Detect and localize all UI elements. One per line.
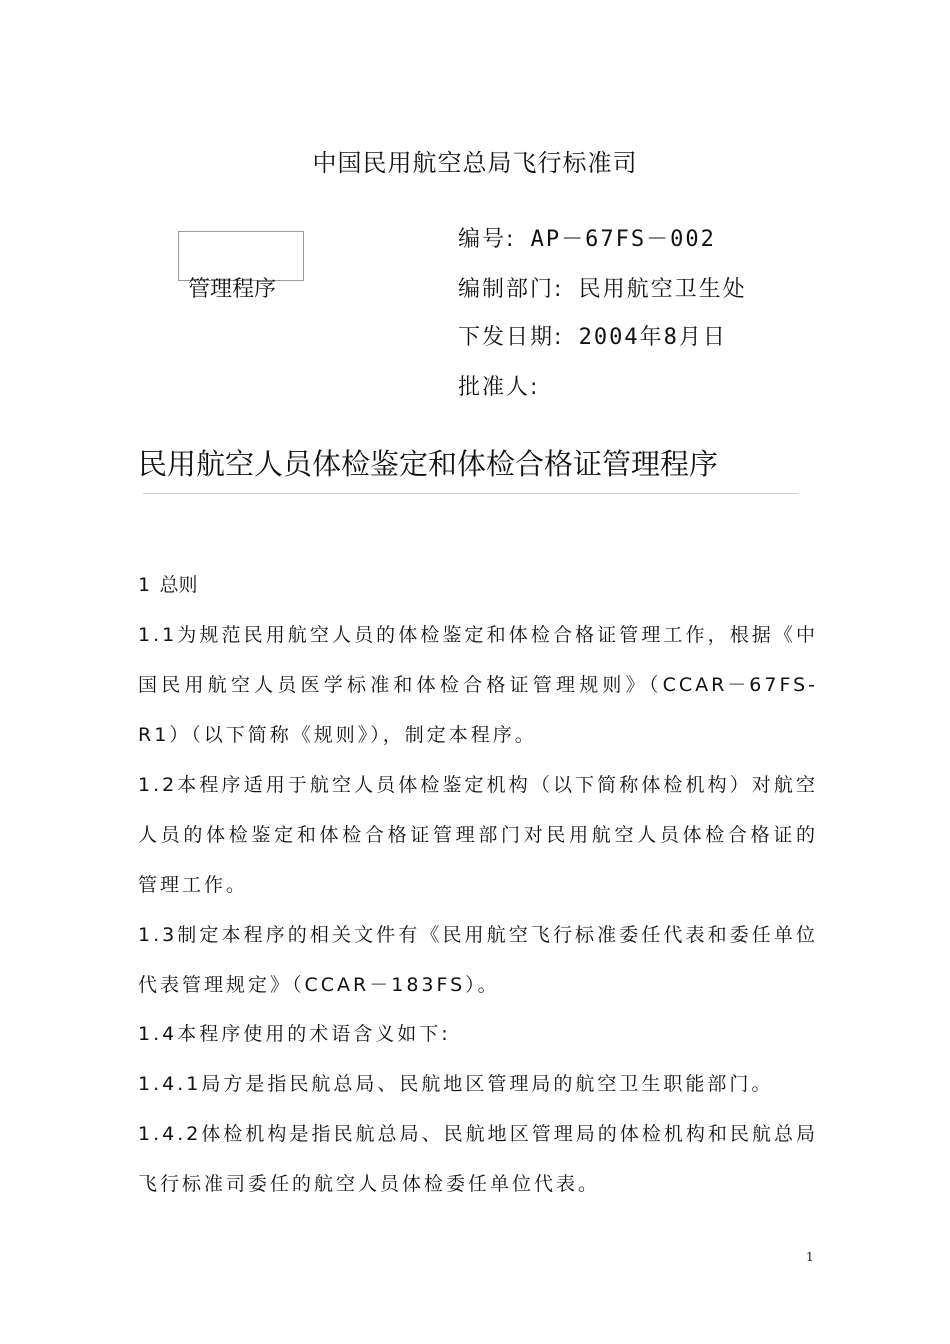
- paragraph-1-4: 1.4本程序使用的术语含义如下:: [138, 1023, 451, 1045]
- paragraph-1-4-1: 1.4.1局方是指民航总局、民航地区管理局的航空卫生职能部门。: [138, 1073, 774, 1095]
- meta-approver-line: [458, 370, 539, 401]
- paragraph-1-3: 1.3制定本程序的相关文件有《民用航空飞行标准委任代表和委任单位代表管理规定》（CCAR－183FS）。: [138, 924, 818, 996]
- paragraph-1-1: 1.1为规范民用航空人员的体检鉴定和体检合格证管理工作，根据《中国民用航空人员医学标准和体检合格证管理规则》（CCAR－67FS-R1）（以下简称《规则》），制定本程序。: [138, 624, 818, 746]
- meta-date-line: [458, 320, 727, 351]
- section-heading: [138, 570, 197, 597]
- document-title: 民用航空人员体检鉴定和体检合格证管理程序: [138, 447, 719, 481]
- meta-dept-line: [458, 272, 747, 303]
- date-label: 下发日期:: [458, 325, 564, 350]
- dept-value: 民用航空卫生处: [578, 277, 747, 302]
- dept-label: 编制部门:: [458, 277, 564, 302]
- paragraph-1-4-2: 1.4.2体检机构是指民航总局、民航地区管理局的体检机构和民航总局飞行标准司委任的航空人员体检委任单位代表。: [138, 1123, 818, 1195]
- number-label: 编号:: [458, 227, 516, 252]
- page-number: 1: [806, 1250, 814, 1264]
- number-value: AP－67FS－002: [530, 227, 716, 252]
- organization-title: 中国民用航空总局飞行标准司: [312, 149, 638, 177]
- title-divider: [143, 493, 798, 494]
- paragraph-1-2: 1.2本程序适用于航空人员体检鉴定机构（以下简称体检机构）对航空人员的体检鉴定和体检合格证管理部门对民用航空人员体检合格证的管理工作。: [138, 774, 818, 896]
- meta-number-line: [458, 222, 716, 253]
- doc-type-label: 管理程序: [188, 277, 277, 302]
- approver-label: 批准人:: [458, 375, 540, 400]
- section-title: 总则: [159, 574, 198, 596]
- section-number: 1: [138, 574, 150, 596]
- date-value: 2004年8月日: [578, 325, 727, 350]
